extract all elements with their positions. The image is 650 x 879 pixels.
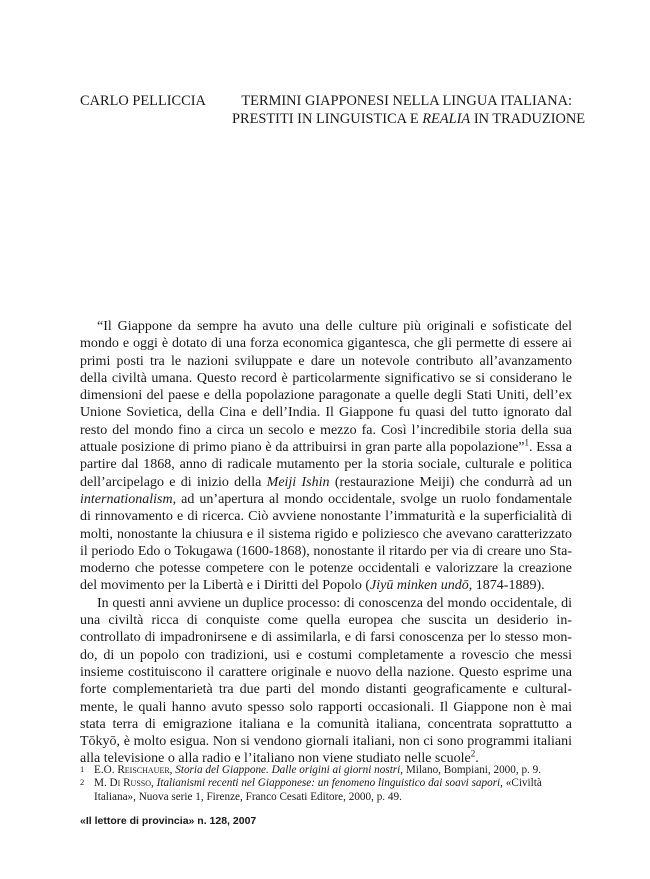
footnotes	[80, 764, 572, 804]
p2-text-b: .	[475, 751, 479, 767]
footnote-2-rest: , «Civiltà Italiana», Nuova serie 1, Firenze, Franco Cesati Editore, 2000, p. 49.	[94, 777, 542, 803]
title-line-1: TERMINI GIAPPONESI NELLA LINGUA ITALIANA:	[241, 93, 572, 109]
p1-meiji-ishin: Meiji Ishin	[266, 474, 330, 490]
p2-text-a: In questi anni avviene un duplice processo: di conoscenza del mondo occidentale, di una civiltà ricca di conquiste come quella europea che suscita un desiderio incontrollato di impadronirsene e di assimilarla, e di farsi conoscenza per lo stesso mondo, di un popolo con tradizioni, usi e costumi completamente a rovescio che messi insieme costituiscono il carattere originale e nuovo della nazione. Questo esprime una forte complementarietà tra due parti del mondo distanti geograficamente e culturalmente, le quali hanno avuto spesso solo rapporti occasionali. Il Giappone non è mai stata terra di emigrazione italiana e la comunità italiana, concentrata soprattutto a Tōkyō, è molto esigua. Non si vendono giornali italiani, non ci sono programmi italiani alla televisione o alla radio e l’italiano non viene studiato nelle scuole	[80, 595, 572, 767]
footnote-ref-1[interactable]: 1	[524, 437, 529, 448]
footnote-1	[80, 764, 572, 777]
footnote-2-separator: ,	[151, 777, 157, 790]
title-line-2-part-b: IN TRADUZIONE	[470, 111, 586, 127]
footnote-2-number: 2	[80, 777, 85, 788]
footnote-1-author: Reischauer	[117, 764, 170, 776]
author-name: CARLO PELLICCIA	[80, 93, 206, 109]
running-header	[80, 92, 586, 132]
footnote-1-author-initial: E.O.	[94, 764, 118, 776]
article-body	[80, 318, 572, 768]
paragraph-2	[80, 595, 572, 768]
footnote-1-separator: ,	[169, 764, 176, 776]
footnote-1-rest: , Milano, Bompiani, 2000, p. 9.	[400, 764, 542, 776]
title-line-2	[232, 110, 586, 128]
p1-jiyu-minken-undo: Jiyū minken undō	[370, 578, 469, 594]
title-line-2-part-a: PRESTITI IN LINGUISTICA E	[232, 111, 423, 127]
title-line-2-realia: REALIA	[422, 111, 471, 127]
page-footer: «Il lettore di provincia» n. 128, 2007	[80, 815, 257, 827]
p1-text-e: , 1874-1889).	[468, 578, 545, 594]
paragraph-1	[80, 318, 572, 595]
footnote-2-author-initial: M.	[94, 777, 110, 790]
footnote-2	[80, 777, 572, 804]
footnote-2-author: Di Russo	[109, 777, 152, 790]
p1-text-d: , ad un’apertura al mondo occidentale, svolge un ruolo fondamentale di rinnovamento e di ricerca. Ciò avviene nonostante l’immaturità e la superficialità di molti, nonostante la chiusura e il sistema rigido e poliziesco che avevano caratterizzato il periodo Edo o Tokugawa (1600-1868), nonostante il ritardo per via di creare uno Stamoderno che potesse competere con le potenze occidentali e valorizzare la creazione del movimento per la Libertà e i Diritti del Popolo (	[80, 491, 572, 594]
p1-text-c: (restaurazione Meiji) che condurrà ad un	[329, 474, 572, 490]
footnote-1-number: 1	[80, 764, 85, 774]
footnote-2-title: Italianismi recenti nel Giapponese: un fenomeno linguistico dai soavi sapori	[156, 777, 501, 790]
p1-text-a: “Il Giappone da sempre ha avuto una delle culture più originali e sofisticate del mondo e oggi è dotato di una forza economica gigantesca, che gli permette di essere ai primi posti tra le nazioni sviluppate e dare un notevole contributo all’avanzamento della civiltà umana. Questo record è particolarmente significativo se si considerano le dimensioni del paese e della popolazione paragonate a quelle degli Stati Uniti, dell’ex Unione Sovietica, della Cina e dell’India. Il Giappone fu quasi del tutto ignorato dal resto del mondo fino a circa un secolo e mezzo fa. Così l’incredibile storia della sua attuale posizione di primo piano è da attribuirsi in gran parte alla popolazione”	[80, 319, 572, 456]
footnote-ref-2[interactable]: 2	[470, 748, 476, 759]
p1-internationalism: internationalism	[80, 491, 173, 507]
p1-text-b: . Essa a partire dal 1868, anno di radicale mutamento per la storia sociale, culturale e politica dell’arcipelago e di inizio della	[80, 440, 572, 490]
article-title	[232, 92, 586, 128]
footnote-1-title: Storia del Giappone. Dalle origini ai giorni nostri	[175, 764, 401, 776]
